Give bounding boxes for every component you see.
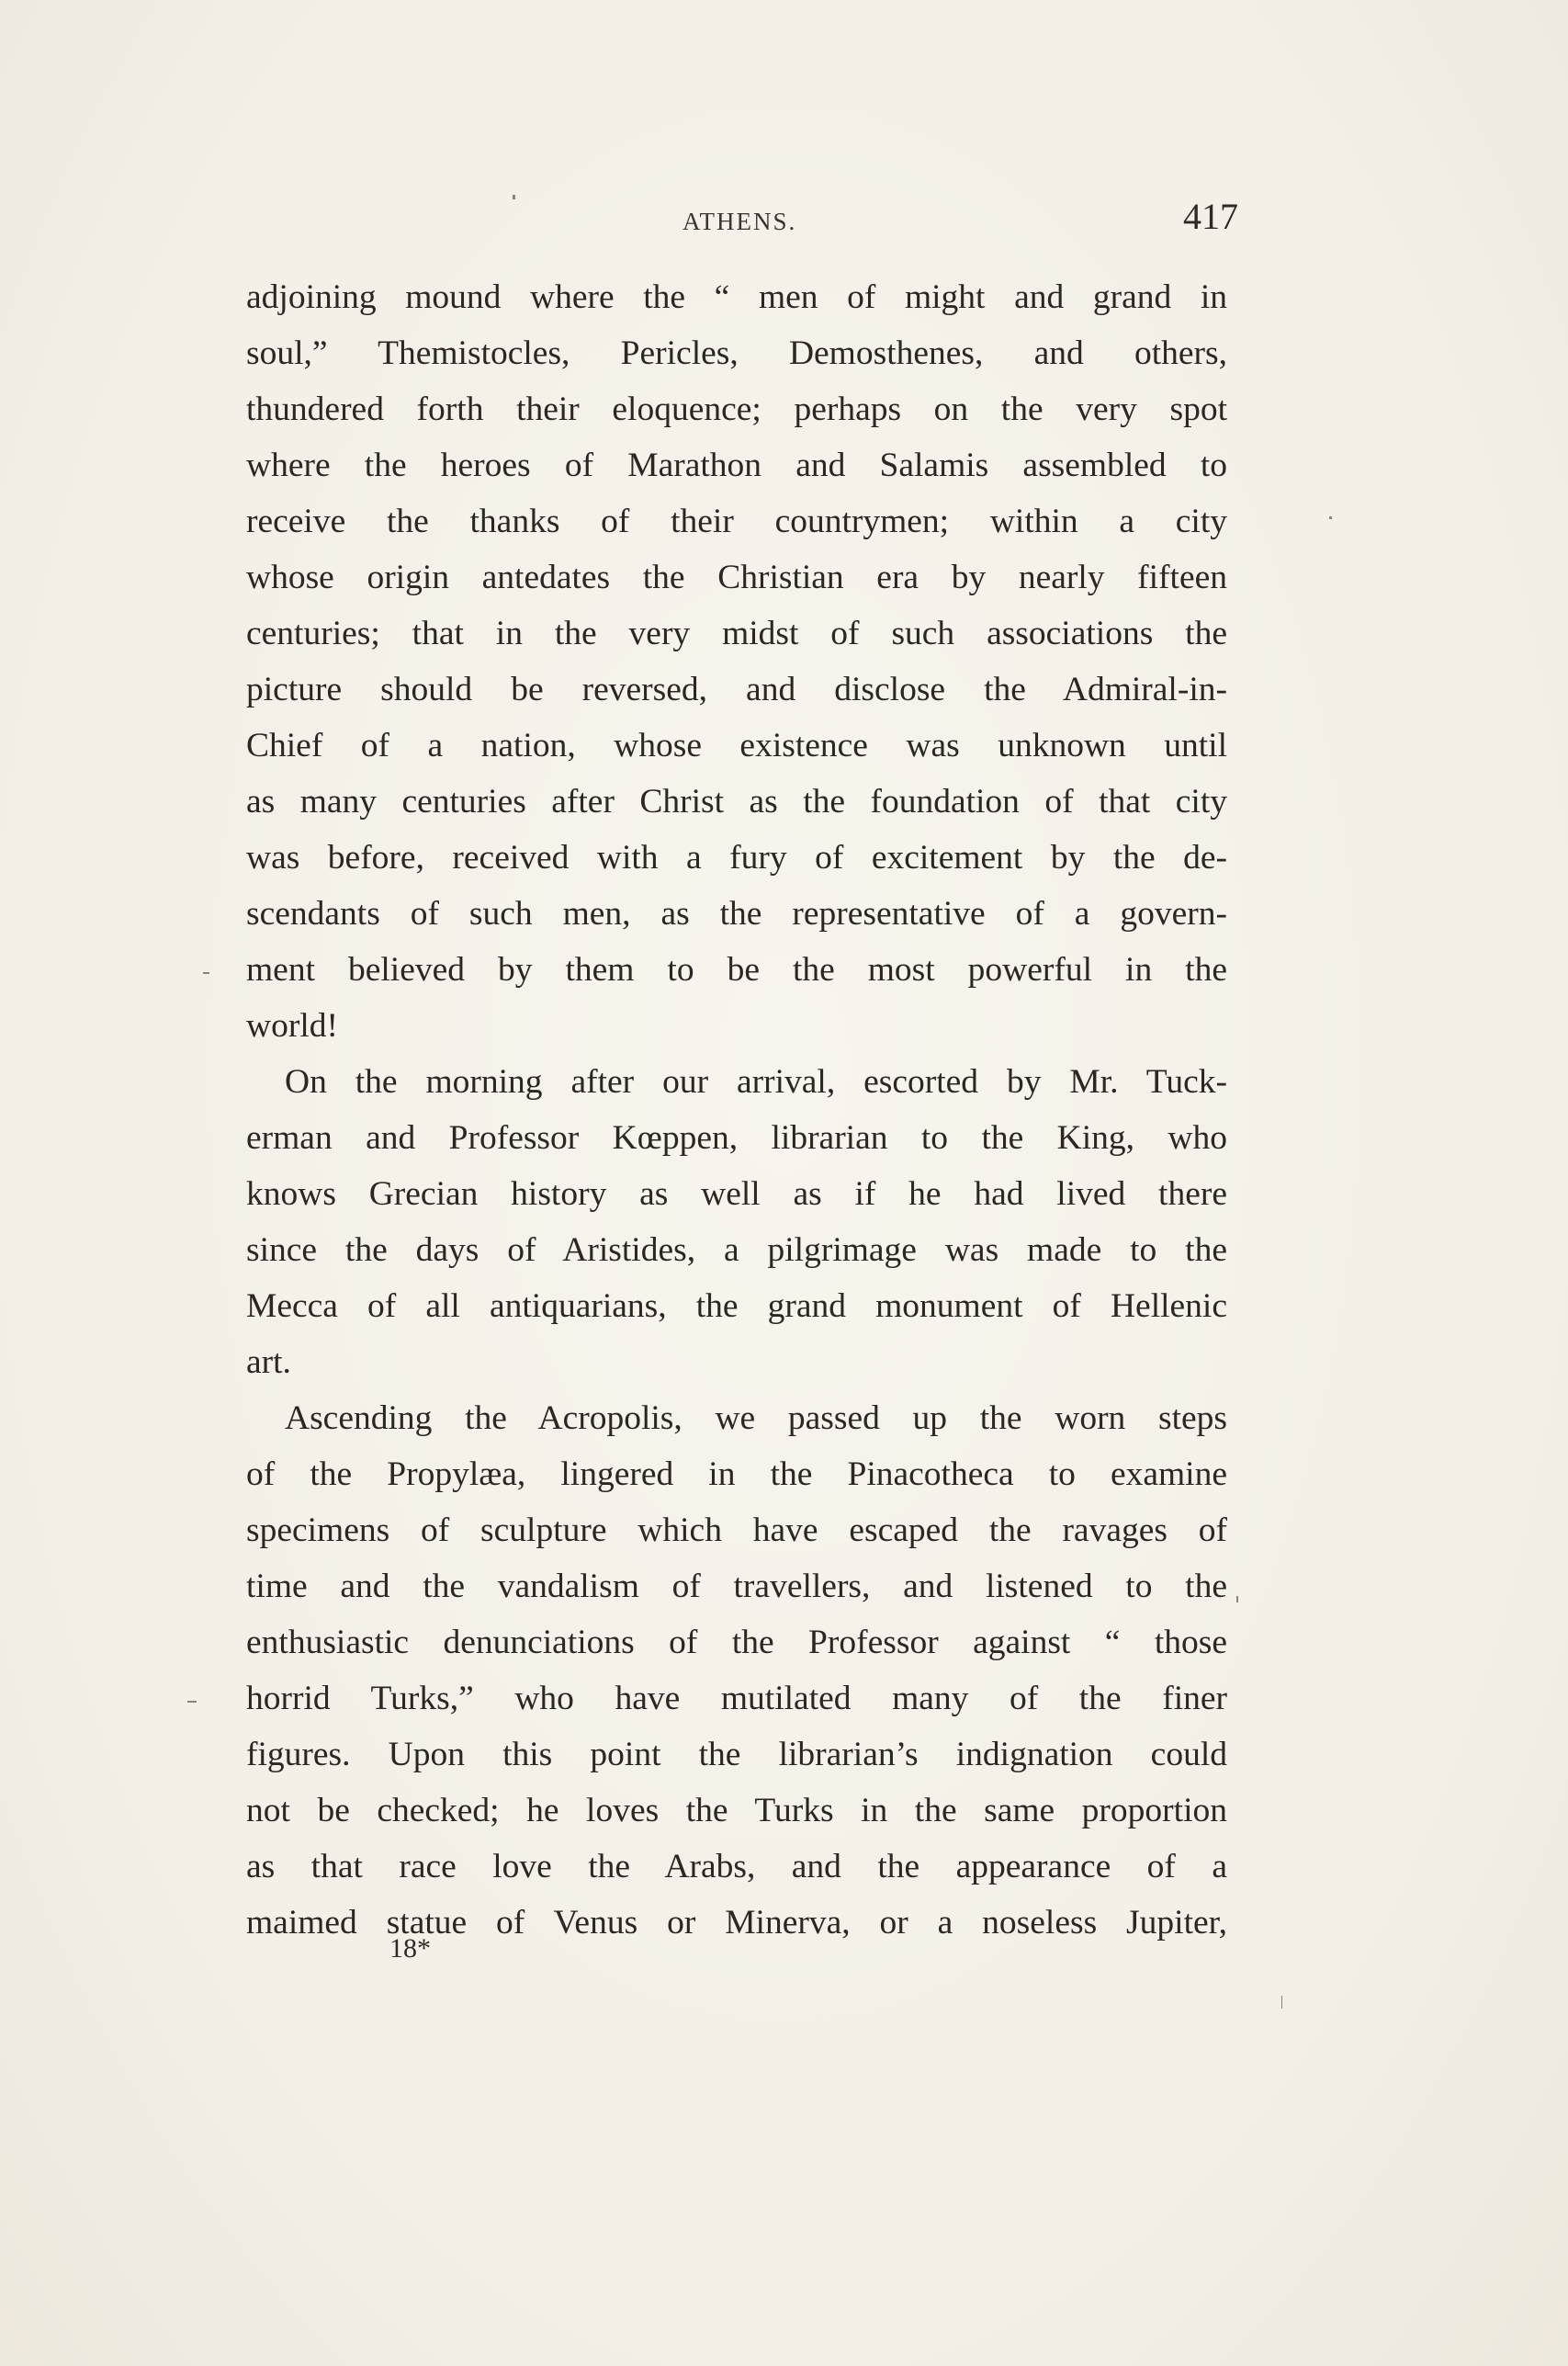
text-line: since the days of Aristides, a pilgrimage was made to the bbox=[246, 1231, 1227, 1269]
print-speck bbox=[1236, 1596, 1238, 1602]
text-line: Chief of a nation, whose existence was unknown until bbox=[246, 727, 1227, 764]
text-line: as that race love the Arabs, and the appearance of a bbox=[246, 1848, 1227, 1885]
print-speck bbox=[187, 1701, 197, 1703]
text-line: ment believed by them to be the most powerful in the bbox=[246, 951, 1227, 989]
text-line: Mecca of all antiquarians, the grand monument of Hellenic bbox=[246, 1287, 1227, 1325]
text-line: picture should be reversed, and disclose the Admiral-in- bbox=[246, 671, 1227, 708]
text-line: centuries; that in the very midst of such associations the bbox=[246, 615, 1227, 652]
page-number: 417 bbox=[1183, 196, 1238, 237]
text-line: of the Propylæa, lingered in the Pinacotheca to examine bbox=[246, 1455, 1227, 1493]
body-text bbox=[246, 269, 1227, 1951]
text-line: knows Grecian history as well as if he had lived there bbox=[246, 1175, 1227, 1213]
text-line: soul,” Themistocles, Pericles, Demosthenes, and others, bbox=[246, 334, 1227, 372]
text-line: was before, received with a fury of excitement by the de- bbox=[246, 839, 1227, 877]
signature-mark: 18* bbox=[389, 1933, 431, 1964]
text-line: where the heroes of Marathon and Salamis assembled to bbox=[246, 447, 1227, 484]
text-line: thundered forth their eloquence; perhaps on the very spot bbox=[246, 391, 1227, 428]
print-speck bbox=[1281, 1996, 1282, 2009]
running-head: ATHENS. bbox=[682, 208, 797, 235]
print-speck bbox=[513, 195, 515, 199]
text-line: scendants of such men, as the representative of a govern- bbox=[246, 895, 1227, 933]
text-line: figures. Upon this point the librarian’s indignation could bbox=[246, 1736, 1227, 1773]
text-line: Ascending the Acropolis, we passed up the worn steps bbox=[285, 1399, 1227, 1437]
page-header bbox=[246, 195, 1238, 250]
text-line: specimens of sculpture which have escaped the ravages of bbox=[246, 1511, 1227, 1549]
text-line: maimed statue of Venus or Minerva, or a noseless Jupiter, bbox=[246, 1904, 1227, 1941]
text-line: art. bbox=[246, 1343, 291, 1381]
text-line: whose origin antedates the Christian era by nearly fifteen bbox=[246, 559, 1227, 596]
text-line: receive the thanks of their countrymen; within a city bbox=[246, 503, 1227, 540]
text-line: as many centuries after Christ as the foundation of that city bbox=[246, 783, 1227, 821]
text-line: erman and Professor Kœppen, librarian to the King, who bbox=[246, 1119, 1227, 1157]
text-line: horrid Turks,” who have mutilated many of the finer bbox=[246, 1680, 1227, 1717]
print-speck bbox=[1329, 516, 1332, 519]
text-line: not be checked; he loves the Turks in the same proportion bbox=[246, 1792, 1227, 1829]
text-line: time and the vandalism of travellers, and listened to the bbox=[246, 1568, 1227, 1605]
text-line: enthusiastic denunciations of the Professor against “ those bbox=[246, 1624, 1227, 1661]
text-line: adjoining mound where the “ men of might and grand in bbox=[246, 278, 1227, 316]
print-speck bbox=[203, 972, 209, 974]
text-line: world! bbox=[246, 1007, 338, 1045]
text-line: On the morning after our arrival, escorted by Mr. Tuck- bbox=[285, 1063, 1227, 1101]
